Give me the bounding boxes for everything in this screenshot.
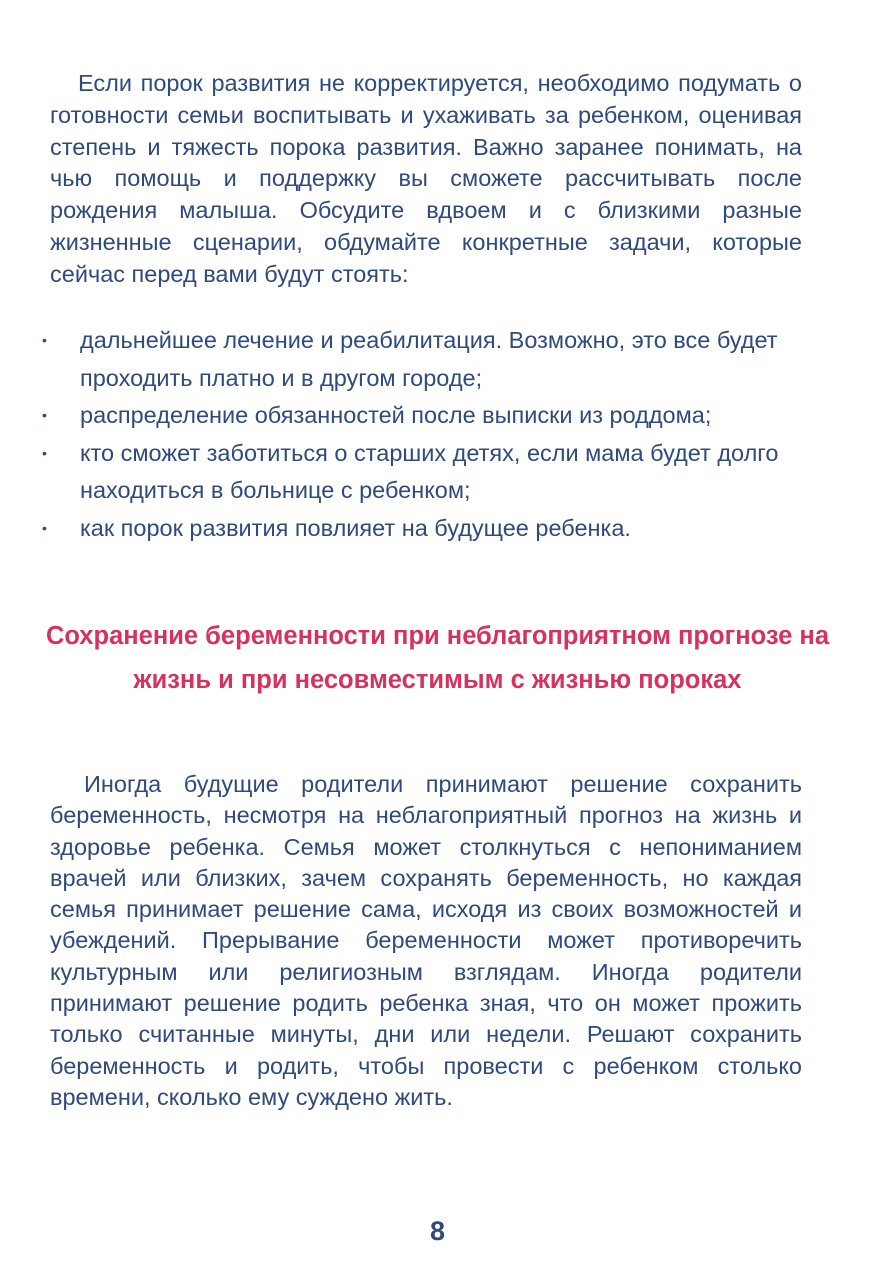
considerations-list	[42, 322, 802, 547]
list-item	[42, 510, 802, 548]
intro-paragraph: Если порок развития не корректируется, необходимо подумать о готовности семьи воспитывать и ухаживать за ребенком, оценивая степень и тяжесть порока развития. Важно заранее понимать, на чью помощь и поддержку вы сможете рассчитывать после рождения малыша. Обсудите вдвоем и с близкими разные жизненные сценарии, обдумайте конкретные задачи, которые сейчас перед вами будут стоять:	[50, 70, 802, 287]
section-heading: Сохранение беременности при неблагоприятном прогнозе на жизнь и при несовместимым с жизнью пороках	[45, 622, 830, 694]
bullet-icon: •	[42, 519, 47, 536]
section-paragraph: Иногда будущие родители принимают решение сохранить беременность, несмотря на неблагоприятный прогноз на жизнь и здоровье ребенка. Семья может столкнуться с непониманием врачей или близких, зачем сохранять беременность, но каждая семья принимает решение сама, исходя из своих возможностей и убеждений. Прерывание беременности может противоречить культурным или религиозным взглядам. Иногда родители принимают решение родить ребенка зная, что он может прожить только считанные минуты, дни или недели. Решают сохранить беременность и родить, чтобы провести с ребенком столько времени, сколько ему суждено жить.	[50, 771, 802, 1110]
bullet-icon: •	[42, 444, 47, 461]
list-item-text: распределение обязанностей после выписки из роддома;	[80, 402, 712, 428]
list-item	[42, 397, 802, 435]
bullet-icon: •	[42, 407, 47, 423]
page-number: 8	[429, 1216, 446, 1246]
list-item-text: дальнейшее лечение и реабилитация. Возможно, это все будет проходить платно и в другом городе;	[80, 327, 778, 391]
list-item-text: кто сможет заботиться о старших детях, если мама будет долго находиться в больнице с ребенком;	[80, 439, 779, 503]
list-item	[42, 322, 802, 397]
bullet-icon: •	[42, 332, 47, 348]
list-item-text: как порок развития повлияет на будущее ребенка.	[80, 514, 631, 541]
list-item	[42, 435, 802, 510]
